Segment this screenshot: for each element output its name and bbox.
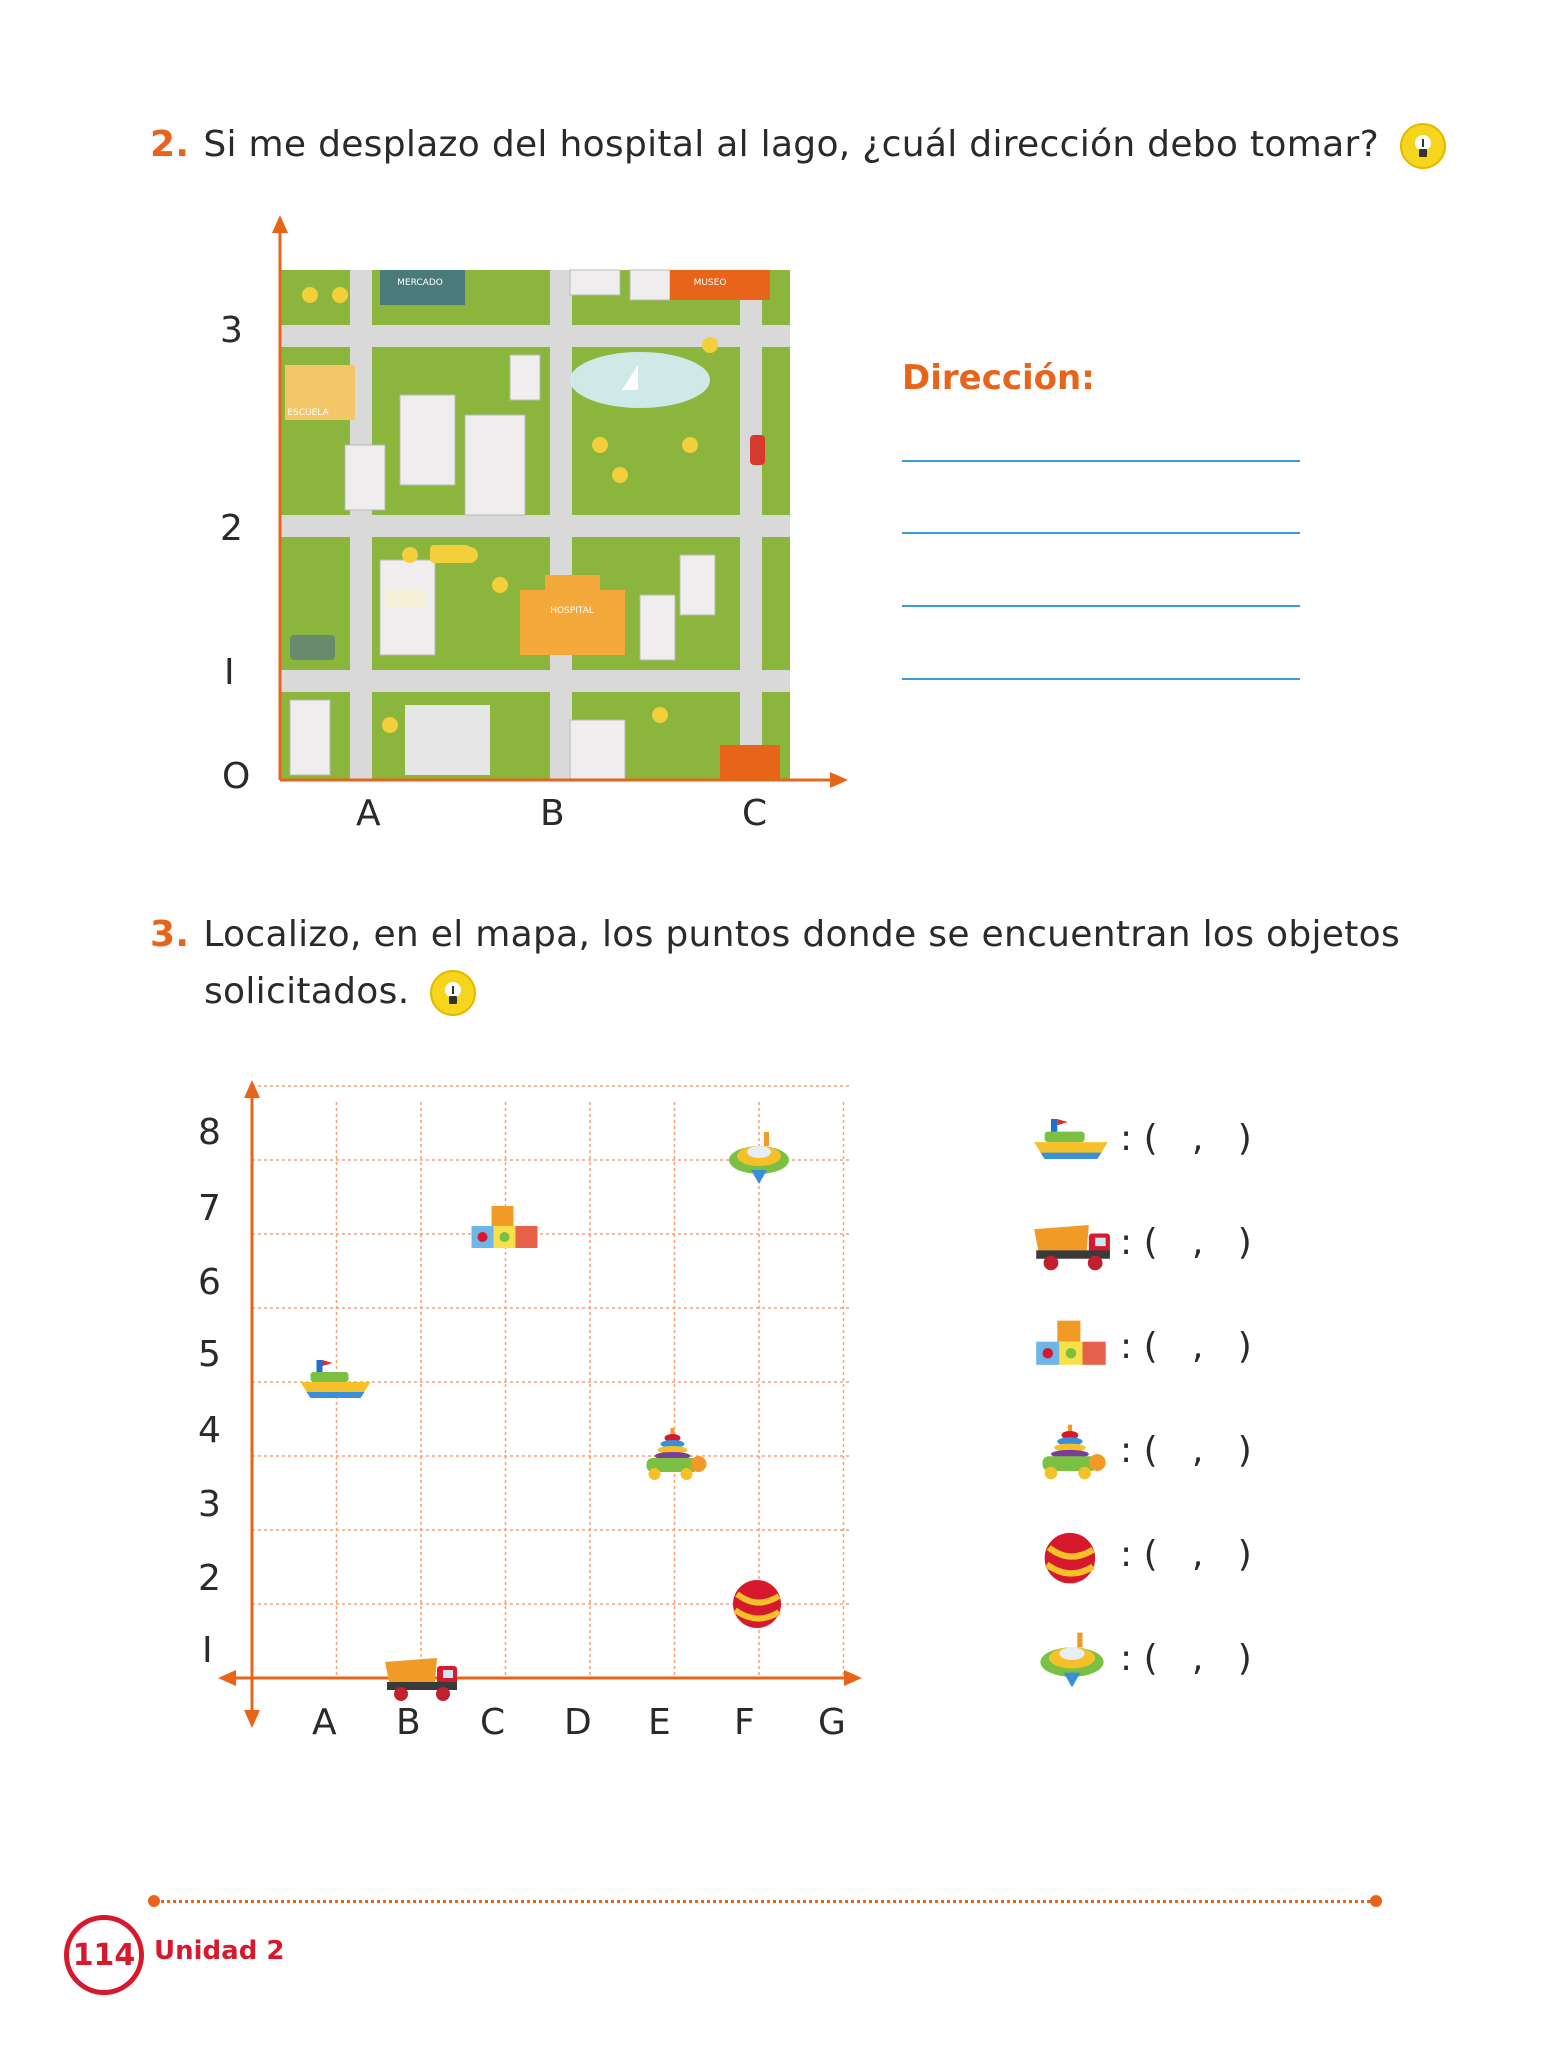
legend-spinning-top-icon [1032,1630,1112,1690]
map-x-tick-b: B [540,793,565,834]
ball-icon [733,1580,781,1628]
coordinate-answer-blank[interactable]: : ( , ) [1120,1534,1252,1575]
question-3 [150,906,1400,964]
question-number: 2. [150,124,190,165]
coordinate-answer-blank[interactable]: : ( , ) [1120,1326,1252,1367]
lightbulb-icon [429,969,477,1017]
map-sign-hospital: HOSPITAL [550,606,594,616]
legend-boat-icon [1032,1110,1112,1170]
legend-ball-icon [1032,1526,1112,1586]
legend-ring-stacker-icon [1032,1422,1112,1482]
legend-blocks-icon [1032,1318,1112,1378]
map-y-tick-1: I [224,652,235,693]
map-x-tick-a: A [356,793,381,834]
grid-y-tick: 8 [198,1112,221,1153]
toy-layer [301,1132,790,1701]
grid-y-tick: I [202,1630,213,1671]
footer-divider [154,1900,1376,1903]
map-sign-escuela: ESCUELA [287,408,329,418]
map-origin: O [222,756,251,797]
boat-icon [301,1360,371,1398]
coordinate-answer-blank[interactable]: : ( , ) [1120,1430,1252,1471]
map-x-tick-c: C [742,793,768,834]
map-sign-mercado: MERCADO [397,278,443,288]
legend-truck-icon [1032,1214,1112,1274]
grid-x-tick: A [312,1702,337,1743]
grid-x-tick: E [648,1702,671,1743]
blocks-icon [472,1206,538,1248]
grid-x-tick: B [396,1702,421,1743]
question-text: Si me desplazo del hospital al lago, ¿cuál dirección debo tomar? [203,124,1379,165]
question-3-line2 [204,963,477,1021]
truck-icon [385,1658,457,1701]
grid-y-tick: 2 [198,1558,221,1599]
coordinate-grid [210,1080,870,1760]
unit-label: Unidad 2 [154,1936,285,1966]
grid-y-tick: 6 [198,1262,221,1303]
map-sign-museo: MUSEO [693,278,727,288]
coordinate-answer-blank[interactable]: : ( , ) [1120,1118,1252,1159]
question-text-line1: Localizo, en el mapa, los puntos donde se encuentran los objetos [203,914,1401,955]
lightbulb-icon [1399,122,1447,170]
footer-dot-left [148,1895,160,1907]
grid-y-tick: 3 [198,1484,221,1525]
coordinate-answer-blank[interactable]: : ( , ) [1120,1638,1252,1679]
answer-line-4[interactable] [902,678,1300,680]
grid-x-tick: F [734,1702,755,1743]
coordinate-answer-blank[interactable]: : ( , ) [1120,1222,1252,1263]
grid-x-tick: G [818,1702,846,1743]
map-y-tick-3: 3 [220,310,243,351]
answer-line-3[interactable] [902,605,1300,607]
question-text-line2: solicitados. [204,971,410,1012]
map-y-tick-2: 2 [220,508,243,549]
grid-x-tick: D [564,1702,592,1743]
grid-y-tick: 5 [198,1334,221,1375]
question-2 [150,116,1447,174]
grid-x-tick: C [480,1702,506,1743]
city-map [270,215,850,815]
answer-line-2[interactable] [902,532,1300,534]
direction-title: Dirección: [902,358,1095,398]
ring-stacker-icon [647,1428,707,1480]
page-number: 114 [64,1915,144,1995]
footer-dot-right [1370,1895,1382,1907]
grid-y-tick: 7 [198,1188,221,1229]
answer-line-1[interactable] [902,460,1300,462]
grid-y-tick: 4 [198,1410,221,1451]
question-number: 3. [150,914,190,955]
